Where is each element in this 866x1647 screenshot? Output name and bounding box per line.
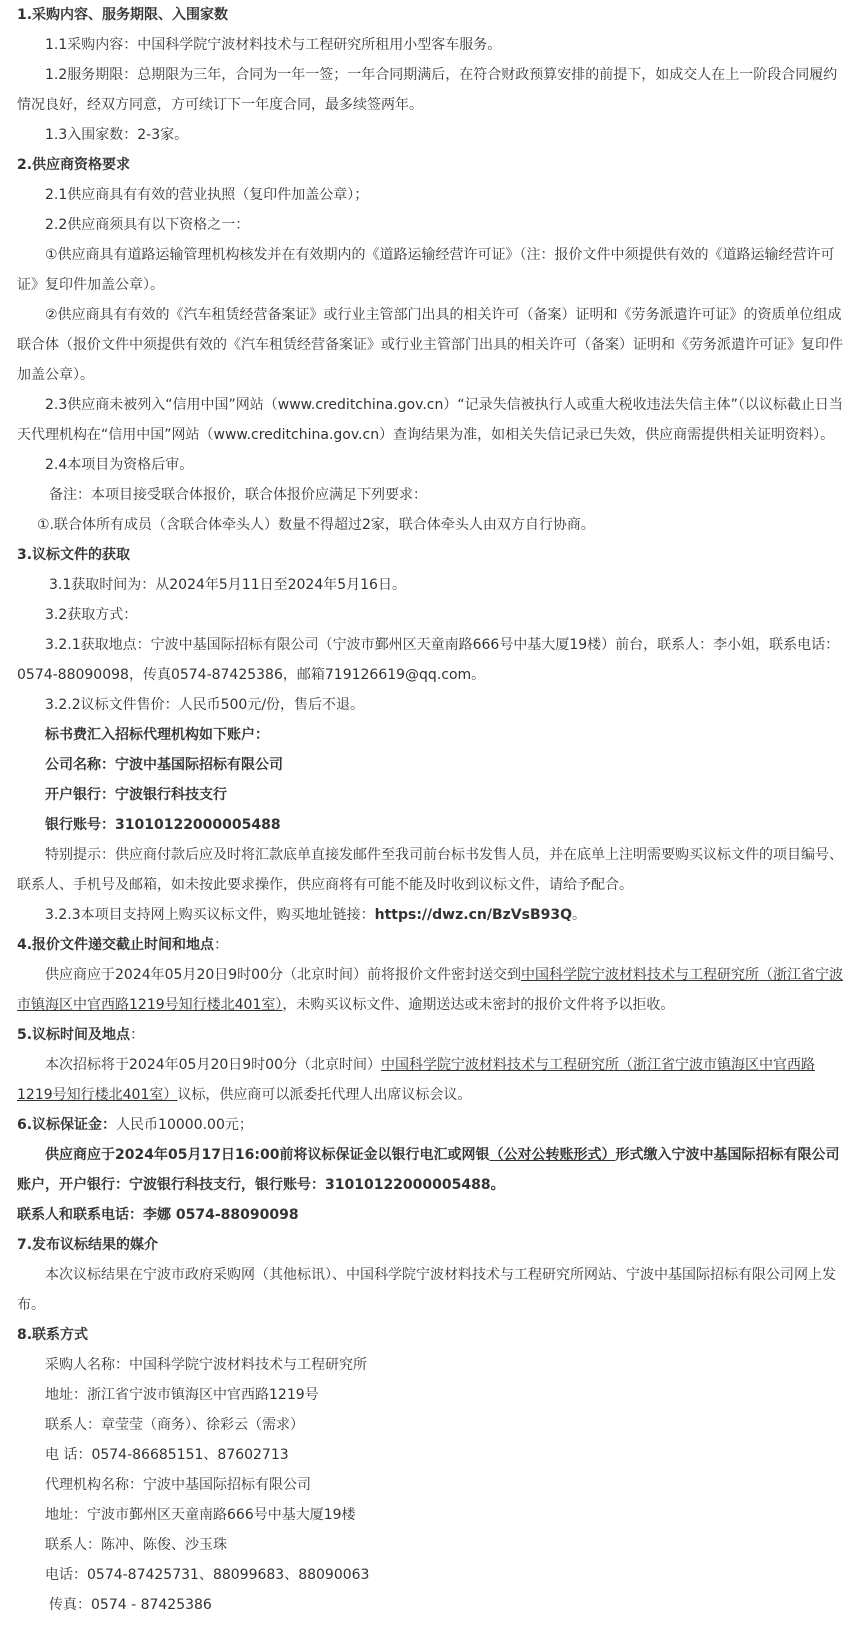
negotiation-heading-colon: ： bbox=[130, 1027, 145, 1043]
submission-location: 中国科学院宁波材料技术与工程研究所（浙江省宁波市镇海区中官西路1219号知行楼北401室） bbox=[17, 967, 843, 1013]
deposit-deadline: 供应商应于2024年05月17日16:00前将议标保证金以银行电汇或网银 bbox=[45, 1147, 490, 1163]
negotiation-details bbox=[17, 1050, 850, 1110]
qualification-option-2: ②供应商具有有效的《汽车租赁经营备案证》或行业主管部门出具的相关许可（备案）证明和《劳务派遣许可证》的资质单位组成联合体（报价文件中须提供有效的《汽车租赁经营备案证》或行业主管部门出具的相关许可（备案）证明和《劳务派遣许可证》复印件加盖公章）。 bbox=[17, 307, 843, 383]
qualification-option-1: ①供应商具有道路运输管理机构核发并在有效期内的《道路运输经营许可证》（注：报价文件中须提供有效的《道路运输经营许可证》复印件加盖公章）。 bbox=[17, 247, 835, 293]
consortium-note: 备注：本项目接受联合体报价，联合体报价应满足下列要求： bbox=[49, 487, 427, 503]
qualification-credit: 2.3供应商未被列入“信用中国”网站（www.creditchina.gov.cn）“记录失信被执行人或重大税收违法失信主体”（以议标截止日当天代理机构在“信用中国”网站（www.creditchina.gov.cn）查询结果为准，如相关失信记录已失效，供应商需提供相关证明资料）。 bbox=[17, 397, 843, 443]
special-notice: 特别提示：供应商付款后应及时将汇款底单直接发邮件至我司前台标书发售人员，并在底单上注明需要购买议标文件的项目编号、联系人、手机号及邮箱，如未按此要求操作，供应商将有可能不能及时收到议标文件，请给予配合。 bbox=[17, 847, 843, 893]
deposit-heading-text: 6.议标保证金： bbox=[17, 1117, 117, 1133]
submission-heading-colon: ： bbox=[214, 937, 229, 953]
purchaser-phone: 电 话：0574-86685151、87602713 bbox=[45, 1447, 289, 1463]
negotiation-location: 中国科学院宁波材料技术与工程研究所（浙江省宁波市镇海区中官西路1219号知行楼北401室） bbox=[17, 1057, 815, 1103]
negotiation-attendance: 议标，供应商可以派委托代理人出席议标会议。 bbox=[177, 1087, 472, 1103]
submission-details bbox=[17, 960, 850, 1020]
agency-phone: 电话：0574-87425731、88099683、88090063 bbox=[45, 1567, 370, 1583]
deposit-payment bbox=[17, 1140, 850, 1200]
deposit-amount: 人民币10000.00元； bbox=[116, 1117, 253, 1133]
negotiation-heading-text: 5.议标时间及地点 bbox=[17, 1027, 131, 1043]
section-heading-result-media: 7.发布议标结果的媒介 bbox=[17, 1237, 159, 1253]
fee-account-number: 银行账号：31010122000005488 bbox=[45, 817, 281, 833]
purchaser-name: 采购人名称：中国科学院宁波材料技术与工程研究所 bbox=[45, 1357, 367, 1373]
obtain-time: 3.1获取时间为：从2024年5月11日至2024年5月16日。 bbox=[49, 577, 406, 593]
obtain-method: 3.2获取方式： bbox=[45, 607, 138, 623]
result-media-details: 本次议标结果在宁波市政府采购网（其他标讯）、中国科学院宁波材料技术与工程研究所网站、宁波中基国际招标有限公司网上发布。 bbox=[17, 1267, 836, 1313]
qualification-license: 2.1供应商具有有效的营业执照（复印件加盖公章）； bbox=[45, 187, 369, 203]
qualification-review: 2.4本项目为资格后审。 bbox=[45, 457, 194, 473]
online-purchase bbox=[17, 900, 850, 930]
section-heading-negotiation bbox=[17, 1020, 850, 1050]
deposit-transfer-form: （公对公转账形式） bbox=[489, 1147, 616, 1163]
section-heading-submission-deadline bbox=[17, 930, 850, 960]
submission-time: 供应商应于2024年05月20日9时00分（北京时间）前将报价文件密封送交到 bbox=[45, 967, 521, 983]
document-price: 3.2.2议标文件售价：人民币500元/份，售后不退。 bbox=[45, 697, 365, 713]
section-heading-obtain-documents: 3.议标文件的获取 bbox=[17, 547, 131, 563]
purchaser-contacts: 联系人：章莹莹（商务）、徐彩云（需求） bbox=[45, 1417, 304, 1433]
section-heading-qualifications: 2.供应商资格要求 bbox=[17, 157, 131, 173]
section-heading-deposit bbox=[17, 1110, 850, 1140]
obtain-location: 3.2.1获取地点：宁波中基国际招标有限公司（宁波市鄞州区天童南路666号中基大厦19楼）前台，联系人：李小姐，联系电话：0574-88090098，传真0574-87425386，邮箱719126619@qq.com。 bbox=[17, 637, 840, 683]
agency-contacts: 联系人：陈冲、陈俊、沙玉珠 bbox=[45, 1537, 227, 1553]
agency-address: 地址：宁波市鄞州区天童南路666号中基大厦19楼 bbox=[45, 1507, 356, 1523]
section-heading-contact: 8.联系方式 bbox=[17, 1327, 89, 1343]
online-purchase-text: 3.2.3本项目支持网上购买议标文件，购买地址链接： bbox=[45, 907, 375, 923]
online-purchase-end: 。 bbox=[572, 907, 586, 923]
fee-account-intro: 标书费汇入招标代理机构如下账户： bbox=[45, 727, 269, 743]
submission-heading-text: 4.报价文件递交截止时间和地点 bbox=[17, 937, 215, 953]
service-period: 1.2服务期限：总期限为三年，合同为一年一签；一年合同期满后，在符合财政预算安排的前提下，如成交人在上一阶段合同履约情况良好，经双方同意，方可续订下一年度合同，最多续签两年。 bbox=[17, 67, 838, 113]
deposit-contact: 联系人和联系电话：李娜 0574-88090098 bbox=[17, 1207, 299, 1223]
section-heading-procurement: 1.采购内容、服务期限、入围家数 bbox=[17, 7, 229, 23]
fee-account-bank: 开户银行：宁波银行科技支行 bbox=[45, 787, 227, 803]
negotiation-time: 本次招标将于2024年05月20日9时00分（北京时间） bbox=[45, 1057, 381, 1073]
consortium-requirement: ①.联合体所有成员（含联合体牵头人）数量不得超过2家，联合体牵头人由双方自行协商。 bbox=[37, 517, 595, 533]
agency-fax: 传真：0574 - 87425386 bbox=[49, 1597, 212, 1613]
procurement-content: 1.1采购内容：中国科学院宁波材料技术与工程研究所租用小型客车服务。 bbox=[45, 37, 502, 53]
purchaser-address: 地址：浙江省宁波市镇海区中官西路1219号 bbox=[45, 1387, 319, 1403]
shortlist-count: 1.3入围家数：2-3家。 bbox=[45, 127, 189, 143]
submission-rejection: ，未购买议标文件、逾期送达或未密封的报价文件将予以拒收。 bbox=[282, 997, 675, 1013]
qualification-options: 2.2供应商须具有以下资格之一： bbox=[45, 217, 250, 233]
deposit-account: 形式缴入宁波中基国际招标有限公司账户，开户银行：宁波银行科技支行，银行账号：31010122000005488。 bbox=[17, 1147, 840, 1193]
online-purchase-link[interactable]: https://dwz.cn/BzVsB93Q bbox=[374, 907, 572, 923]
fee-account-company: 公司名称：宁波中基国际招标有限公司 bbox=[45, 757, 283, 773]
agency-name: 代理机构名称：宁波中基国际招标有限公司 bbox=[45, 1477, 311, 1493]
